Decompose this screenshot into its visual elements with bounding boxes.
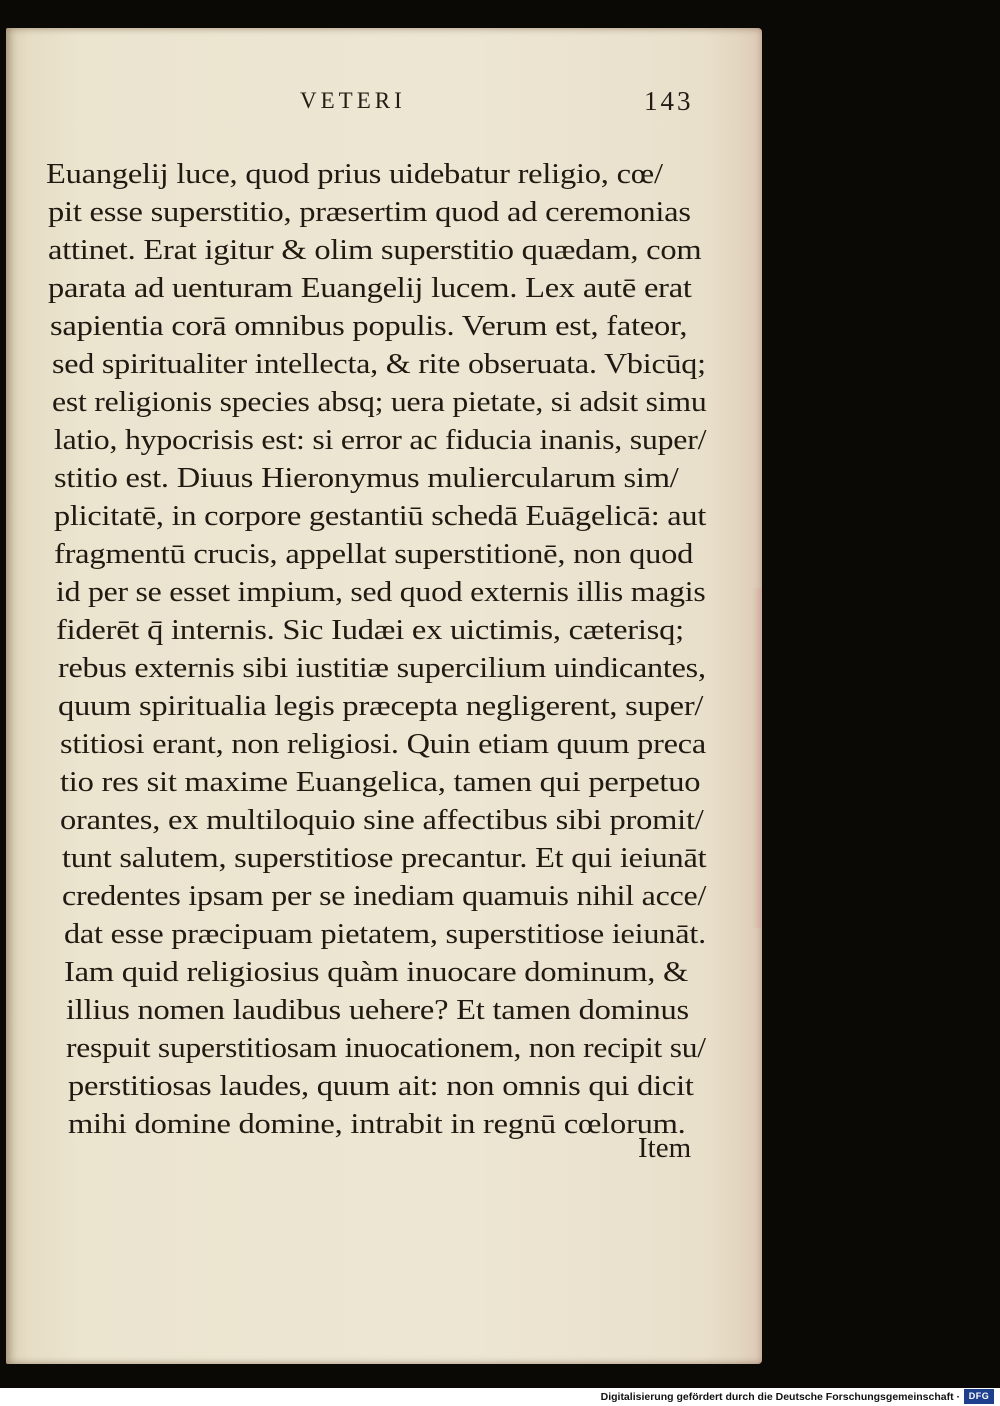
text-line: mihi domine domine, intrabit in regnū cœlorum. — [68, 1108, 686, 1140]
text-line: orantes, ex multiloquio sine affectibus sibi promit/ — [60, 804, 704, 836]
text-line: tunt salutem, superstitiose precantur. Et qui ieiunāt — [62, 842, 707, 874]
text-line: fragmentū crucis, appellat superstitionē, non quod — [54, 538, 694, 570]
text-line: pit esse superstitio, præsertim quod ad ceremonias — [48, 196, 691, 228]
text-line: quum spiritualia legis præcepta negligerent, super/ — [58, 690, 704, 722]
running-head: VETERI — [300, 88, 406, 113]
text-line: credentes ipsam per se inediam quamuis nihil acce/ — [62, 880, 707, 912]
text-line: latio, hypocrisis est: si error ac fiducia inanis, super/ — [54, 424, 707, 456]
catchword: Item — [638, 1132, 692, 1164]
text-line: id per se esset impium, sed quod externis illis magis — [56, 576, 706, 608]
text-line: illius nomen laudibus uehere? Et tamen dominus — [66, 994, 689, 1026]
footer-bar — [0, 1388, 1000, 1406]
text-line: perstitiosas laudes, quum ait: non omnis qui dicit — [68, 1070, 694, 1102]
funding-credit: Digitalisierung gefördert durch die Deutsche Forschungsgemeinschaft · — [600, 1391, 960, 1403]
book-page — [6, 28, 762, 1364]
text-line: attinet. Erat igitur & olim superstitio quædam, com — [48, 234, 702, 266]
text-line: fiderēt q̄ internis. Sic Iudæi ex uictimis, cæterisq; — [56, 614, 684, 646]
text-line: rebus externis sibi iustitiæ supercilium uindicantes, — [58, 652, 706, 684]
text-line: est religionis species absq; uera pietate, si adsit simu — [52, 386, 707, 418]
text-line: sapientia corā omnibus populis. Verum est, fateor, — [50, 310, 688, 342]
page-number: 143 — [644, 86, 694, 116]
text-line: Euangelij luce, quod prius uidebatur religio, cœ/ — [46, 158, 663, 190]
text-line: tio res sit maxime Euangelica, tamen qui perpetuo — [60, 766, 701, 798]
text-line: plicitatē, in corpore gestantiū schedā Euāgelicā: aut — [54, 500, 707, 532]
text-line: stitiosi erant, non religiosi. Quin etiam quum preca — [60, 728, 706, 760]
text-line: respuit superstitiosam inuocationem, non recipit su/ — [66, 1032, 706, 1064]
text-line: parata ad uenturam Euangelij lucem. Lex autē erat — [48, 272, 692, 304]
text-line: dat esse præcipuam pietatem, superstitiose ieiunāt. — [64, 918, 706, 950]
dfg-logo-icon: DFG — [964, 1389, 994, 1404]
text-line: sed spiritualiter intellecta, & rite obseruata. Vbicūq; — [52, 348, 706, 380]
text-line: Iam quid religiosius quàm inuocare dominum, & — [64, 956, 689, 988]
text-line: stitio est. Diuus Hieronymus muliercularum sim/ — [54, 462, 679, 494]
